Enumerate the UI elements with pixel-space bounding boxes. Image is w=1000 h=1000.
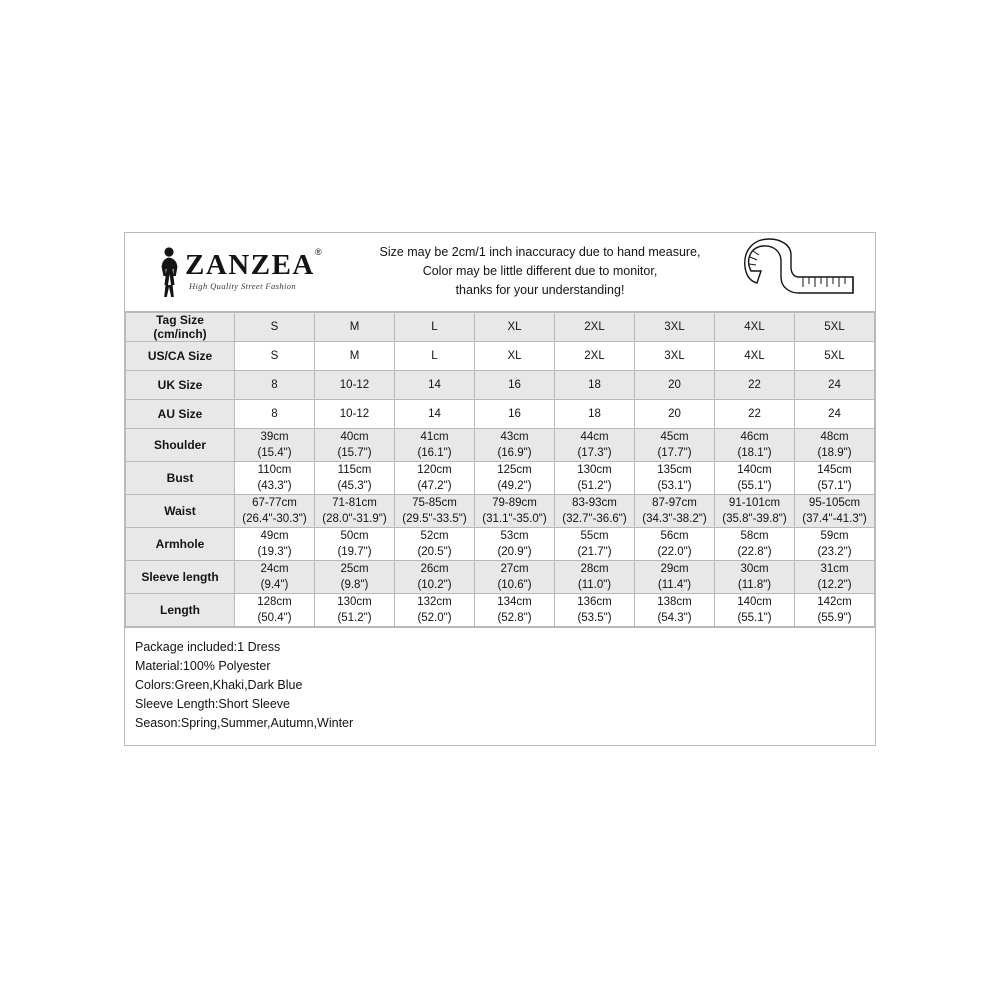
table-cell: 3XL	[635, 342, 715, 371]
note-line-3: thanks for your understanding!	[455, 283, 625, 297]
table-cell: 5XL	[795, 342, 875, 371]
row-header	[126, 371, 235, 400]
value-inch: (57.1")	[817, 480, 852, 492]
row-header	[126, 400, 235, 429]
table-cell	[715, 495, 795, 528]
value-cm: 120cm	[417, 464, 452, 476]
value-cm: 95-105cm	[808, 497, 861, 509]
table-cell	[715, 429, 795, 462]
value-inch: (18.9")	[817, 447, 852, 459]
value-cm: 25cm	[340, 563, 369, 575]
value-inch: (55.9")	[817, 612, 852, 624]
table-cell	[715, 528, 795, 561]
table-cell: 22	[715, 371, 795, 400]
value-cm: 110cm	[257, 464, 292, 476]
brand-logo	[147, 241, 337, 303]
table-cell	[635, 429, 715, 462]
table-cell: 18	[555, 400, 635, 429]
value-cm: 136cm	[577, 596, 612, 608]
table-cell: 16	[475, 371, 555, 400]
value-cm: 56cm	[660, 530, 689, 542]
value-cm: 130cm	[337, 596, 372, 608]
table-cell: 8	[235, 400, 315, 429]
value-cm: 75-85cm	[412, 497, 457, 509]
value-inch: (52.8")	[497, 612, 532, 624]
table-cell	[555, 561, 635, 594]
table-cell	[795, 429, 875, 462]
value-cm: 83-93cm	[572, 497, 617, 509]
value-cm: 41cm	[420, 431, 449, 443]
table-cell: 16	[475, 400, 555, 429]
table-cell	[235, 528, 315, 561]
table-cell	[315, 462, 395, 495]
value-cm: 135cm	[657, 464, 692, 476]
value-cm: 46cm	[740, 431, 769, 443]
product-detail-line: Material:100% Polyester	[135, 659, 271, 673]
table-cell	[315, 429, 395, 462]
table-cell: 2XL	[555, 342, 635, 371]
value-inch: (11.4")	[657, 579, 692, 591]
row-header-label: AU Size	[157, 407, 203, 421]
value-cm: 138cm	[657, 596, 692, 608]
table-cell: XL	[475, 313, 555, 342]
measurement-note	[340, 243, 740, 300]
value-cm: 31cm	[820, 563, 849, 575]
value-cm: 39cm	[260, 431, 289, 443]
table-cell	[715, 594, 795, 627]
table-cell: 2XL	[555, 313, 635, 342]
table-cell: 20	[635, 400, 715, 429]
value-cm: 59cm	[820, 530, 849, 542]
value-cm: 26cm	[420, 563, 449, 575]
value-inch: (55.1")	[737, 480, 772, 492]
table-cell	[235, 561, 315, 594]
table-cell	[635, 561, 715, 594]
table-cell	[795, 528, 875, 561]
table-cell	[475, 462, 555, 495]
value-inch: (34.3"-38.2")	[642, 513, 707, 525]
value-cm: 115cm	[337, 464, 372, 476]
value-inch: (18.1")	[737, 447, 772, 459]
value-cm: 58cm	[740, 530, 769, 542]
table-cell: 4XL	[715, 342, 795, 371]
row-header	[126, 495, 235, 528]
value-inch: (11.8")	[737, 579, 772, 591]
table-cell: 3XL	[635, 313, 715, 342]
table-cell	[315, 594, 395, 627]
value-inch: (22.0")	[657, 546, 692, 558]
value-cm: 40cm	[340, 431, 369, 443]
value-inch: (9.8")	[340, 579, 369, 591]
table-cell	[395, 462, 475, 495]
value-inch: (16.1")	[417, 447, 452, 459]
chart-header	[125, 233, 875, 312]
value-cm: 49cm	[260, 530, 289, 542]
value-inch: (54.3")	[657, 612, 692, 624]
value-cm: 53cm	[500, 530, 529, 542]
value-cm: 71-81cm	[332, 497, 377, 509]
table-cell	[235, 495, 315, 528]
value-inch: (53.5")	[577, 612, 612, 624]
value-cm: 29cm	[660, 563, 689, 575]
table-cell	[315, 561, 395, 594]
table-cell	[635, 528, 715, 561]
table-cell: 20	[635, 371, 715, 400]
table-cell: 24	[795, 400, 875, 429]
value-cm: 30cm	[740, 563, 769, 575]
measuring-tape-icon	[741, 237, 861, 303]
table-row	[126, 342, 875, 371]
value-inch: (21.7")	[577, 546, 612, 558]
table-cell: 4XL	[715, 313, 795, 342]
value-inch: (37.4"-41.3")	[802, 513, 867, 525]
size-table-body	[126, 313, 875, 627]
table-cell	[315, 528, 395, 561]
brand-name: ZANZEA	[185, 249, 315, 281]
table-cell	[395, 528, 475, 561]
table-cell	[395, 429, 475, 462]
table-cell	[395, 495, 475, 528]
table-row	[126, 429, 875, 462]
table-cell	[475, 561, 555, 594]
value-inch: (15.7")	[337, 447, 372, 459]
table-row	[126, 462, 875, 495]
value-inch: (51.2")	[577, 480, 612, 492]
row-header-label: Armhole	[155, 537, 205, 551]
value-inch: (50.4")	[257, 612, 292, 624]
value-inch: (51.2")	[337, 612, 372, 624]
table-row	[126, 495, 875, 528]
brand-registered-mark: ®	[315, 247, 322, 257]
value-cm: 50cm	[340, 530, 369, 542]
value-inch: (23.2")	[817, 546, 852, 558]
table-row	[126, 400, 875, 429]
row-header-label: Shoulder	[153, 438, 206, 452]
value-inch: (52.0")	[417, 612, 452, 624]
value-cm: 87-97cm	[652, 497, 697, 509]
table-cell	[235, 594, 315, 627]
table-cell	[795, 495, 875, 528]
value-cm: 140cm	[737, 464, 772, 476]
value-inch: (55.1")	[737, 612, 772, 624]
value-inch: (22.8")	[737, 546, 772, 558]
value-cm: 132cm	[417, 596, 452, 608]
table-row	[126, 313, 875, 342]
value-cm: 28cm	[580, 563, 609, 575]
table-cell	[475, 495, 555, 528]
table-cell	[555, 495, 635, 528]
table-cell: 24	[795, 371, 875, 400]
value-inch: (49.2")	[497, 480, 532, 492]
product-detail-line: Season:Spring,Summer,Autumn,Winter	[135, 716, 354, 730]
table-cell: 14	[395, 400, 475, 429]
value-cm: 43cm	[500, 431, 529, 443]
value-inch: (28.0"-31.9")	[322, 513, 387, 525]
value-cm: 67-77cm	[252, 497, 297, 509]
value-inch: (47.2")	[417, 480, 452, 492]
table-cell	[395, 561, 475, 594]
value-inch: (12.2")	[817, 579, 852, 591]
value-cm: 140cm	[737, 596, 772, 608]
row-header-label: Waist	[164, 504, 196, 518]
table-cell: 22	[715, 400, 795, 429]
row-header	[126, 528, 235, 561]
table-cell	[795, 561, 875, 594]
woman-silhouette-icon	[153, 245, 185, 301]
product-detail-line: Colors:Green,Khaki,Dark Blue	[135, 678, 303, 692]
value-inch: (29.5"-33.5")	[402, 513, 467, 525]
value-inch: (15.4")	[257, 447, 292, 459]
row-header-label: Sleeve length	[141, 570, 219, 584]
value-cm: 142cm	[817, 596, 852, 608]
brand-tagline: High Quality Street Fashion	[189, 281, 297, 291]
table-cell	[635, 594, 715, 627]
product-detail-line: Sleeve Length:Short Sleeve	[135, 697, 290, 711]
value-cm: 45cm	[660, 431, 689, 443]
value-cm: 48cm	[820, 431, 849, 443]
product-detail-line: Package included:1 Dress	[135, 640, 281, 654]
row-header-label: UK Size	[157, 378, 203, 392]
value-inch: (20.9")	[497, 546, 532, 558]
table-cell: XL	[475, 342, 555, 371]
table-cell: S	[235, 342, 315, 371]
row-header-sublabel: (cm/inch)	[153, 327, 207, 341]
row-header-label: Tag Size	[156, 313, 204, 327]
table-cell: 10-12	[315, 371, 395, 400]
table-cell	[315, 495, 395, 528]
value-cm: 55cm	[580, 530, 609, 542]
value-cm: 27cm	[500, 563, 529, 575]
value-inch: (26.4"-30.3")	[242, 513, 307, 525]
row-header-label: US/CA Size	[147, 349, 213, 363]
value-cm: 134cm	[497, 596, 532, 608]
value-inch: (10.6")	[497, 579, 532, 591]
row-header	[126, 342, 235, 371]
table-cell: 10-12	[315, 400, 395, 429]
row-header-label: Length	[160, 603, 200, 617]
value-inch: (35.8"-39.8")	[722, 513, 787, 525]
size-table	[125, 312, 875, 627]
value-inch: (45.3")	[337, 480, 372, 492]
value-inch: (16.9")	[497, 447, 532, 459]
value-cm: 128cm	[257, 596, 292, 608]
value-inch: (20.5")	[417, 546, 452, 558]
table-row	[126, 528, 875, 561]
value-inch: (32.7"-36.6")	[562, 513, 627, 525]
row-header	[126, 594, 235, 627]
value-inch: (19.3")	[257, 546, 292, 558]
value-inch: (19.7")	[337, 546, 372, 558]
table-cell: M	[315, 313, 395, 342]
value-inch: (10.2")	[417, 579, 452, 591]
table-cell: 14	[395, 371, 475, 400]
row-header	[126, 429, 235, 462]
value-inch: (17.7")	[657, 447, 692, 459]
table-cell: L	[395, 313, 475, 342]
table-cell	[555, 528, 635, 561]
note-line-2: Color may be little different due to monitor,	[422, 264, 658, 278]
table-cell	[715, 561, 795, 594]
table-cell	[555, 594, 635, 627]
value-inch: (53.1")	[657, 480, 692, 492]
value-cm: 91-101cm	[728, 497, 781, 509]
table-cell	[555, 429, 635, 462]
table-cell	[635, 462, 715, 495]
table-cell	[715, 462, 795, 495]
table-row	[126, 594, 875, 627]
row-header	[126, 561, 235, 594]
table-cell	[395, 594, 475, 627]
value-inch: (9.4")	[260, 579, 289, 591]
value-cm: 44cm	[580, 431, 609, 443]
table-cell	[795, 462, 875, 495]
value-cm: 130cm	[577, 464, 612, 476]
value-cm: 79-89cm	[492, 497, 537, 509]
table-cell: 5XL	[795, 313, 875, 342]
row-header	[126, 462, 235, 495]
value-inch: (43.3")	[257, 480, 292, 492]
table-cell: S	[235, 313, 315, 342]
row-header-label: Bust	[166, 471, 194, 485]
table-cell	[235, 462, 315, 495]
row-header	[126, 313, 235, 342]
value-inch: (11.0")	[577, 579, 612, 591]
table-cell	[235, 429, 315, 462]
table-cell	[475, 429, 555, 462]
note-line-1: Size may be 2cm/1 inch inaccuracy due to hand measure,	[379, 245, 701, 259]
size-chart-sheet	[124, 232, 876, 746]
value-inch: (31.1"-35.0")	[482, 513, 547, 525]
table-row	[126, 561, 875, 594]
table-cell	[555, 462, 635, 495]
value-cm: 125cm	[497, 464, 532, 476]
value-cm: 24cm	[260, 563, 289, 575]
table-cell: L	[395, 342, 475, 371]
table-cell: M	[315, 342, 395, 371]
value-cm: 145cm	[817, 464, 852, 476]
table-cell	[635, 495, 715, 528]
table-row	[126, 371, 875, 400]
value-cm: 52cm	[420, 530, 449, 542]
table-cell	[475, 528, 555, 561]
table-cell	[475, 594, 555, 627]
value-inch: (17.3")	[577, 447, 612, 459]
table-cell: 18	[555, 371, 635, 400]
product-details	[125, 627, 875, 745]
table-cell	[795, 594, 875, 627]
table-cell: 8	[235, 371, 315, 400]
